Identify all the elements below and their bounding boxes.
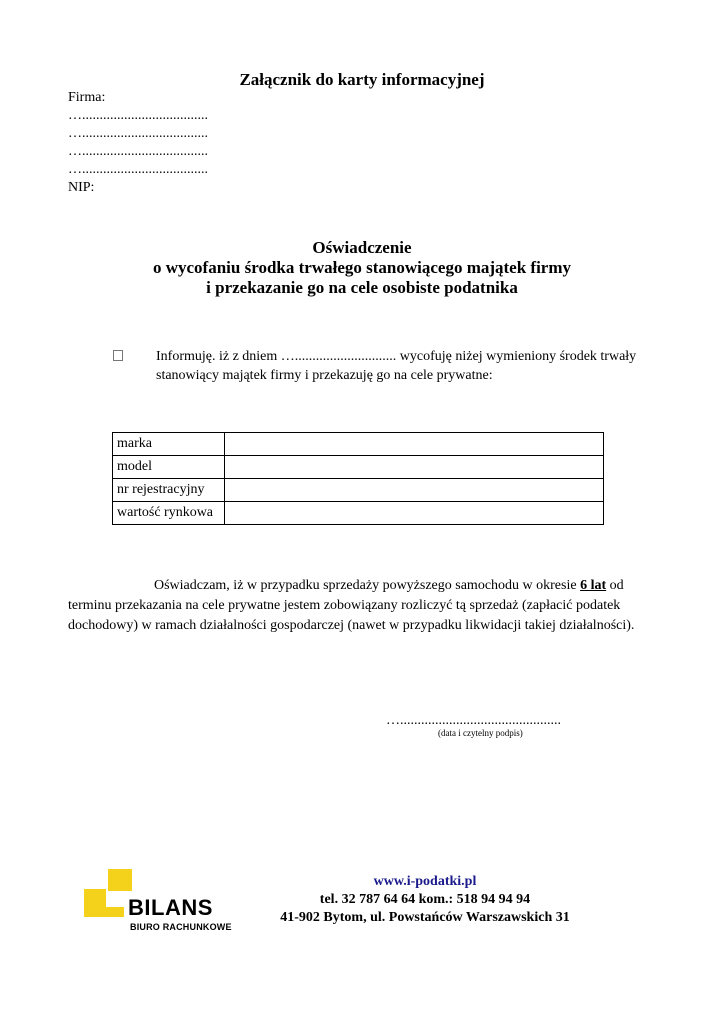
bilans-logo: [84, 867, 234, 937]
table-row: [113, 456, 604, 479]
table-row: [113, 433, 604, 456]
nip-label: NIP:: [68, 180, 95, 195]
declaration-text-part2: od terminu przekazania na cele prywatne jestem zobowiązany rozliczyć tą sprzedaż (zapłacić podatek dochodowy) w ramach działalności gospodarczej (nawet w przypadku likwidacji takiej działalności).: [68, 578, 635, 633]
row-value-registration[interactable]: [225, 479, 604, 502]
info-text: Informuję. iż z dniem …............................. wycofuję niżej wymieniony środek trwały stanowiący majątek firmy i przekazuję go na cele prywatne:: [156, 349, 637, 383]
footer-website[interactable]: www.i-podatki.pl: [373, 874, 477, 889]
firm-dot-line: …....................................: [68, 108, 208, 123]
firm-dot-line: …....................................: [68, 144, 208, 159]
table-row: [113, 479, 604, 502]
row-label-market-value: wartość rynkowa: [113, 502, 225, 525]
row-label-marka: marka: [113, 433, 225, 456]
table-row: [113, 502, 604, 525]
firm-dot-line: …....................................: [68, 162, 208, 177]
row-value-model[interactable]: [225, 456, 604, 479]
logo-name: BILANS: [128, 895, 213, 920]
declaration-text-part1: Oświadczam, iż w przypadku sprzedaży powyższego samochodu w okresie: [154, 578, 581, 593]
firm-block: [68, 89, 208, 197]
heading-line-1: Oświadczenie: [312, 238, 412, 257]
heading-line-2: o wycofaniu środka trwałego stanowiącego majątek firmy: [152, 258, 572, 277]
heading-line-3: i przekazanie go na cele osobiste podatnika: [206, 278, 518, 297]
checkbox[interactable]: [113, 350, 123, 361]
signature-caption: (data i czytelny podpis): [438, 728, 523, 738]
page-title: Załącznik do karty informacyjnej: [239, 70, 485, 89]
row-value-marka[interactable]: [225, 433, 604, 456]
footer-address: 41-902 Bytom, ul. Powstańców Warszawskich 31: [280, 910, 570, 925]
signature-line: …..............................................: [386, 713, 561, 728]
vehicle-table: [112, 432, 604, 525]
declaration-paragraph: [68, 576, 652, 636]
declaration-period: 6 lat: [580, 578, 607, 593]
row-label-registration: nr rejestracyjny: [113, 479, 225, 502]
footer-contact: [255, 873, 595, 927]
row-value-market-value[interactable]: [225, 502, 604, 525]
firm-label: Firma:: [68, 90, 106, 105]
footer-phone: tel. 32 787 64 64 kom.: 518 94 94 94: [319, 892, 531, 907]
logo-l-shape-base: [84, 907, 124, 917]
declaration-heading: [0, 238, 724, 298]
logo-subtitle: BIURO RACHUNKOWE: [130, 922, 232, 932]
logo-square-shape: [108, 869, 132, 891]
firm-dot-line: …....................................: [68, 126, 208, 141]
row-label-model: model: [113, 456, 225, 479]
